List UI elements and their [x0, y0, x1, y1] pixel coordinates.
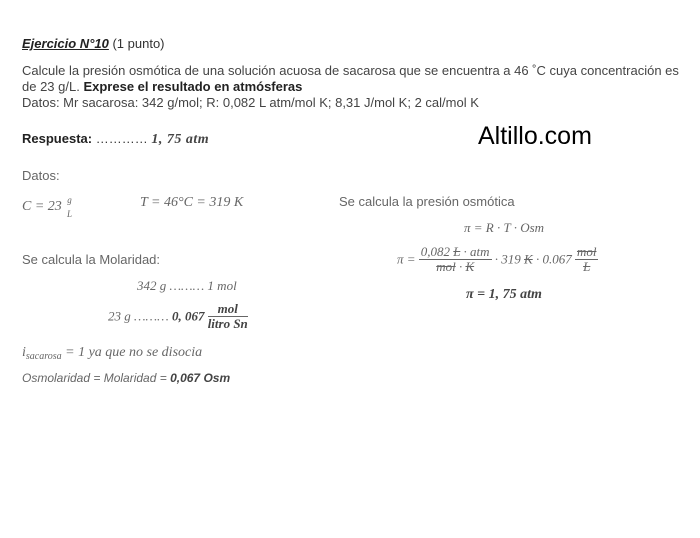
- molarity-line-1: 342 g ……… 1 mol: [137, 278, 237, 293]
- r-fraction: [419, 245, 492, 274]
- molarity-line-2: [108, 302, 248, 331]
- molarity-unit-fraction: [208, 302, 248, 331]
- concentration-unit-fraction: [65, 193, 74, 221]
- osmolarity-line: [22, 371, 230, 385]
- temperature-equation: T = 46°C = 319 K: [140, 195, 244, 210]
- answer-dots: …………: [92, 131, 152, 146]
- conc-fraction-num: mol: [576, 244, 597, 259]
- molarity-unit-num: mol: [208, 302, 248, 317]
- watermark: Altillo.com: [478, 122, 592, 150]
- vant-hoff-line: [22, 345, 202, 362]
- k-cancelled: K: [524, 251, 533, 267]
- r-mol-cancelled: mol: [436, 259, 456, 274]
- exercise-title-label: Ejercicio N°10: [22, 36, 109, 51]
- r-fraction-den: mol · K: [436, 259, 475, 274]
- vant-hoff-rest: = 1 ya que no se disocia: [61, 345, 203, 360]
- conc-fraction-den: L: [583, 259, 591, 274]
- mult-concentration: · 0.067: [532, 251, 575, 267]
- molarity-unit-den: litro Sn: [207, 316, 248, 331]
- conc-fraction: [575, 245, 599, 274]
- mult-temperature: · 319: [491, 251, 525, 267]
- answer-line: [22, 131, 209, 148]
- concentration-unit-num: g: [67, 195, 72, 205]
- osmolarity-value: 0,067 Osm: [170, 371, 231, 385]
- osmolarity-text: Osmolaridad = Molaridad =: [22, 371, 171, 385]
- osmotic-result: π = 1, 75 atm: [466, 287, 542, 302]
- molaridad-heading: Se calcula la Molaridad:: [22, 252, 161, 267]
- r-atm: · atm: [460, 244, 490, 259]
- molarity-line-2-lhs: 23 g ………: [108, 308, 172, 324]
- r-liter-cancelled: L: [453, 244, 461, 259]
- answer-label: Respuesta:: [22, 131, 93, 146]
- osmotic-heading: Se calcula la presión osmótica: [339, 194, 515, 209]
- concentration-lhs: C = 23: [22, 199, 62, 215]
- statement-line-2: [22, 79, 679, 95]
- problem-statement: [22, 63, 679, 111]
- r-fraction-num: [419, 245, 492, 260]
- vant-hoff-i: i: [22, 345, 26, 360]
- concentration-equation: [22, 193, 74, 221]
- datos-heading: Datos:: [22, 168, 60, 183]
- answer-value: 1, 75 atm: [151, 132, 210, 147]
- statement-line-2-bold: Exprese el resultado en atmósferas: [83, 79, 303, 94]
- exercise-points: (1 punto): [108, 36, 165, 51]
- osmotic-formula: π = R · T · Osm: [464, 220, 545, 235]
- osmotic-substitution: [397, 245, 598, 274]
- concentration-unit-den: L: [67, 209, 73, 219]
- pi-equals: π =: [397, 251, 416, 267]
- statement-line-2-plain: de 23 g/L.: [22, 79, 84, 94]
- r-k-cancelled: K: [465, 259, 475, 274]
- statement-line-1: Calcule la presión osmótica de una solución acuosa de sacarosa que se encuentra a 46 ˚C cuya concentración es: [22, 63, 679, 78]
- r-value: 0,082: [420, 244, 454, 259]
- statement-line-3: Datos: Mr sacarosa: 342 g/mol; R: 0,082 L atm/mol K; 8,31 J/mol K; 2 cal/mol K: [22, 95, 479, 110]
- exercise-title: [22, 36, 165, 51]
- vant-hoff-sub: sacarosa: [25, 351, 62, 362]
- molarity-value: 0, 067: [171, 308, 205, 324]
